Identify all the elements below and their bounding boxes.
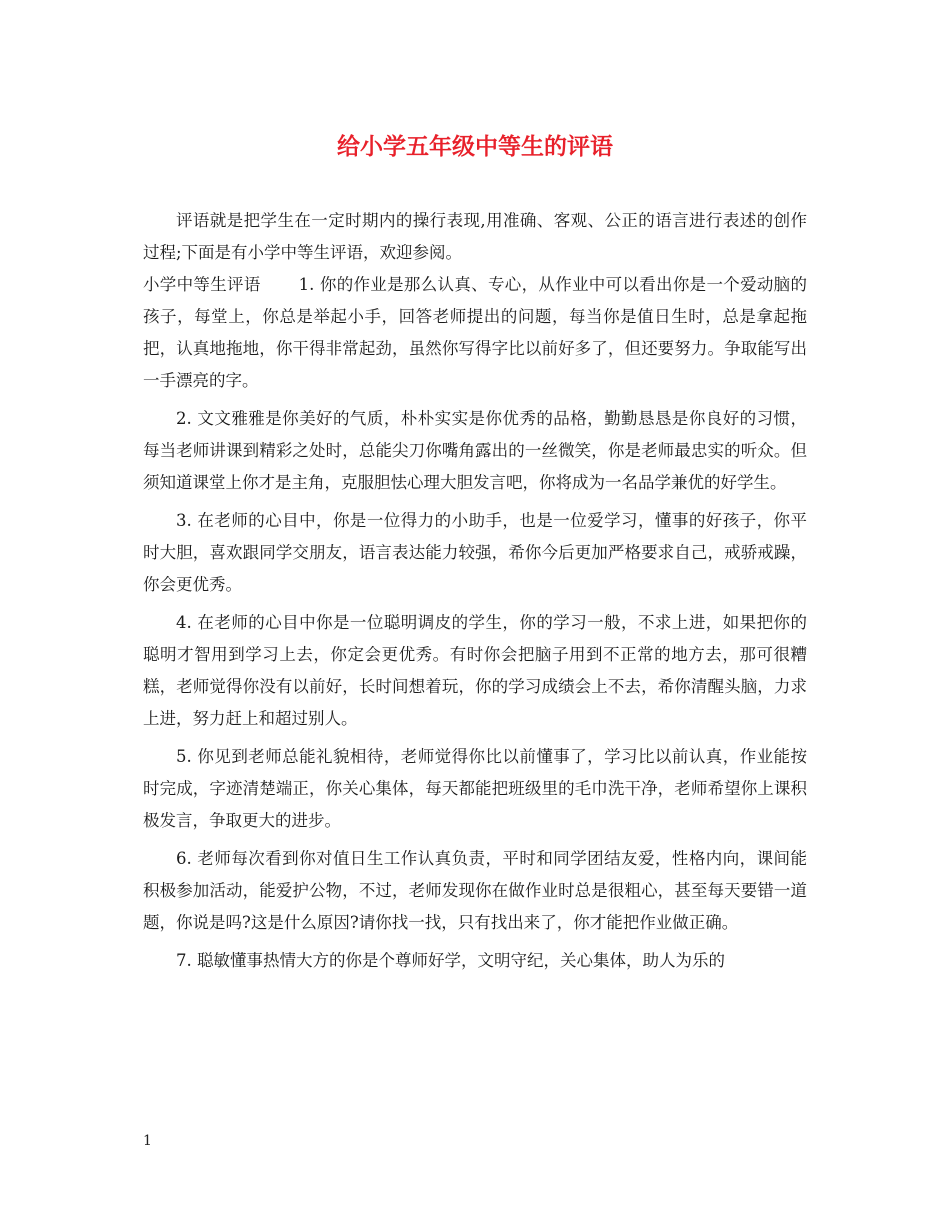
comment-item-2: 2. 文文雅雅是你美好的气质，朴朴实实是你优秀的品格，勤勤恳恳是你良好的习惯，每当老师讲课到精彩之处时，总能尖刀你嘴角露出的一丝微笑，你是老师最忠实的听众。但须知道课堂上你才是主角，克服胆怯心理大胆发言吧，你将成为一名品学兼优的好学生。 bbox=[143, 409, 807, 492]
comment-item-1-text: 1. 你的作业是那么认真、专心，从作业中可以看出你是一个爱动脑的孩子，每堂上，你总是举起小手，回答老师提出的问题，每当你是值日生时，总是拿起拖把，认真地拖地，你干得非常起劲，虽然你写得字比以前好多了，但还要努力。争取能写出一手漂亮的字。 bbox=[143, 275, 807, 390]
comment-item-7: 7. 聪敏懂事热情大方的你是个尊师好学，文明守纪，关心集体，助人为乐的 bbox=[176, 951, 725, 970]
section-heading: 小学中等生评语 bbox=[143, 275, 261, 294]
document-body bbox=[143, 205, 807, 983]
document-title: 给小学五年级中等生的评语 bbox=[337, 134, 613, 160]
comment-item-5: 5. 你见到老师总能礼貌相待，老师觉得你比以前懂事了，学习比以前认真，作业能按时完成，字迹清楚端正，你关心集体，每天都能把班级里的毛巾洗干净，老师希望你上课积极发言，争取更大的进步。 bbox=[143, 747, 807, 830]
comment-item-6: 6. 老师每次看到你对值日生工作认真负责，平时和同学团结友爱，性格内向，课间能积极参加活动，能爱护公物，不过，老师发现你在做作业时总是很粗心，甚至每天要错一道题，你说是吗?这是什么原因?请你找一找，只有找出来了，你才能把作业做正确。 bbox=[143, 849, 807, 932]
page-number: 1 bbox=[143, 1133, 152, 1149]
intro-paragraph: 评语就是把学生在一定时期内的操行表现,用准确、客观、公正的语言进行表述的创作过程;下面是有小学中等生评语，欢迎参阅。 bbox=[143, 211, 807, 262]
comment-item-3: 3. 在老师的心目中，你是一位得力的小助手，也是一位爱学习，懂事的好孩子，你平时大胆，喜欢跟同学交朋友，语言表达能力较强，希你今后更加严格要求自己，戒骄戒躁，你会更优秀。 bbox=[143, 511, 807, 594]
comment-item-1 bbox=[143, 269, 807, 397]
comment-item-4: 4. 在老师的心目中你是一位聪明调皮的学生，你的学习一般，不求上进，如果把你的聪明才智用到学习上去，你定会更优秀。有时你会把脑子用到不正常的地方去，那可很糟糕，老师觉得你没有以前好，长时间想着玩，你的学习成绩会上不去，希你清醒头脑，力求上进，努力赶上和超过别人。 bbox=[143, 613, 807, 728]
